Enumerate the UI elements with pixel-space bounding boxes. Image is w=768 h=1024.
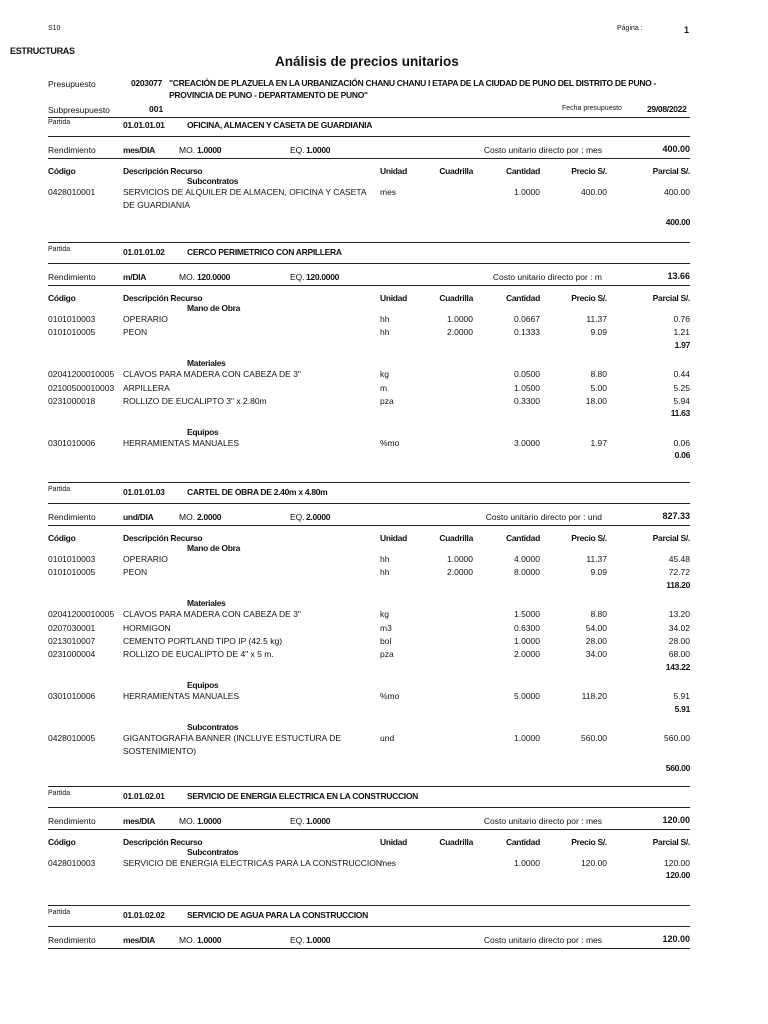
column-header-unidad: Unidad [380, 166, 408, 176]
resource-unit: pza [380, 649, 394, 660]
rendimiento-label: Rendimiento [48, 272, 96, 282]
resource-parcial: 5.25 [673, 382, 690, 393]
mo-value: 1.0000 [197, 816, 222, 826]
resource-description: PEON [123, 327, 148, 338]
resource-unit: hh [380, 327, 390, 338]
subpresupuesto-code: 001 [149, 104, 164, 114]
resource-code: 0101010003 [48, 314, 96, 324]
eq-value: 1.0000 [306, 935, 331, 945]
resource-parcial: 0.76 [673, 314, 690, 324]
resource-parcial: 400.00 [664, 187, 690, 197]
mo-label: MO. [179, 512, 196, 522]
partida-name: SERVICIO DE ENERGIA ELECTRICA EN LA CONSTRUCCION [187, 791, 419, 801]
resource-group-total: 120.00 [665, 870, 690, 881]
column-header-precio: Precio S/. [571, 166, 607, 176]
column-header-cuadrilla: Cuadrilla [439, 166, 473, 176]
section-title: ESTRUCTURAS [10, 46, 75, 56]
eq-label: EQ. [290, 816, 305, 826]
resource-unit: pza [380, 396, 394, 406]
resource-cantidad: 1.0000 [514, 733, 540, 743]
resource-code: 0207030001 [48, 622, 96, 633]
resource-unit: hh [380, 554, 390, 564]
resource-code: 02100500010003 [48, 382, 115, 393]
resource-parcial: 1.21 [673, 327, 690, 338]
resource-parcial: 5.91 [673, 691, 690, 702]
resource-cantidad: 1.0000 [514, 858, 540, 868]
resource-parcial: 34.02 [668, 622, 690, 633]
resource-parcial: 120.00 [664, 858, 690, 868]
resource-precio: 18.00 [585, 396, 607, 406]
resource-precio: 11.37 [586, 554, 607, 564]
resource-description: SERVICIOS DE ALQUILER DE ALMACEN, OFICINA Y CASETA [123, 187, 367, 197]
fecha-label: Fecha presupuesto [562, 105, 622, 112]
partida-name-rule [48, 926, 690, 927]
rendimiento-label: Rendimiento [48, 816, 96, 826]
presupuesto-label: Presupuesto [48, 79, 96, 89]
partida-name: CERCO PERIMETRICO CON ARPILLERA [187, 247, 342, 257]
rendimiento-label: Rendimiento [48, 512, 96, 522]
resource-group-total: 1.97 [674, 339, 690, 350]
column-header-parcial: Parcial S/. [652, 166, 690, 176]
presupuesto-code: 0203077 [131, 78, 162, 88]
costo-unitario-label: Costo unitario directo por : mes [483, 935, 602, 945]
resource-cantidad: 0.0667 [514, 314, 540, 324]
column-header-parcial: Parcial S/. [652, 293, 690, 303]
resource-description: OPERARIO [123, 314, 168, 324]
resource-cuadrilla: 2.0000 [447, 567, 473, 578]
eq-value: 2.0000 [306, 512, 331, 522]
fecha-presupuesto: 29/08/2022 [647, 104, 687, 114]
partida-name-rule [48, 136, 690, 137]
resource-unit: kg [380, 369, 389, 380]
partida-separator [48, 242, 690, 243]
column-header-descripcion: Descripción Recurso [123, 837, 203, 847]
resource-group-total: 400.00 [665, 216, 690, 227]
column-header-cantidad: Cantidad [506, 166, 540, 176]
column-header-cuadrilla: Cuadrilla [439, 293, 473, 303]
resource-cuadrilla: 1.0000 [447, 554, 473, 564]
resource-group-total: 560.00 [665, 762, 690, 773]
rendimiento-unit: m/DIA [123, 272, 147, 282]
resource-parcial: 5.94 [673, 396, 690, 406]
partida-name: CARTEL DE OBRA DE 2.40m x 4.80m [187, 487, 328, 497]
resource-precio: 54.00 [585, 622, 607, 633]
page-number: 1 [684, 25, 690, 35]
column-header-cuadrilla: Cuadrilla [439, 533, 473, 543]
column-header-unidad: Unidad [380, 533, 408, 543]
column-header-precio: Precio S/. [571, 293, 607, 303]
resource-cantidad: 1.0500 [514, 382, 540, 393]
resource-precio: 28.00 [585, 636, 607, 646]
resource-precio: 560.00 [581, 733, 607, 743]
resource-cantidad: 0.3300 [514, 396, 540, 406]
resource-unit: kg [380, 609, 389, 620]
resource-cantidad: 0.1333 [514, 327, 540, 338]
mo-value: 120.0000 [197, 272, 231, 282]
resource-code: 0301010006 [48, 691, 96, 702]
resource-description-cont: SOSTENIMIENTO) [123, 746, 197, 757]
page-label: Página : [617, 25, 643, 32]
resource-precio: 118.20 [581, 691, 607, 702]
resource-description: GIGANTOGRAFIA BANNER (INCLUYE ESTUCTURA DE [123, 733, 342, 743]
resource-precio: 120.00 [581, 858, 607, 868]
resource-precio: 9.09 [590, 567, 607, 578]
rendimiento-rule [48, 829, 690, 830]
column-header-parcial: Parcial S/. [652, 837, 690, 847]
partida-separator [48, 482, 690, 483]
mo-value: 2.0000 [197, 512, 222, 522]
costo-unitario-label: Costo unitario directo por : und [485, 512, 602, 522]
resource-unit: hh [380, 314, 390, 324]
partida-code: 01.01.01.01 [123, 120, 165, 130]
resource-code: 0101010003 [48, 554, 96, 564]
column-header-cantidad: Cantidad [506, 293, 540, 303]
resource-group-title: Subcontratos [187, 722, 239, 732]
partida-label: Partida [48, 246, 71, 253]
page-title: Análisis de precios unitarios [275, 54, 459, 69]
resource-cantidad: 8.0000 [514, 567, 540, 578]
mo-label: MO. [179, 935, 196, 945]
resource-cantidad: 2.0000 [514, 649, 540, 660]
resource-group-total: 11.63 [670, 408, 690, 419]
column-header-parcial: Parcial S/. [652, 533, 690, 543]
resource-group-title: Mano de Obra [187, 303, 241, 313]
resource-cantidad: 1.5000 [514, 609, 540, 620]
presupuesto-description-line1: "CREACIÓN DE PLAZUELA EN LA URBANIZACIÓN CHANU CHANU I ETAPA DE LA CIUDAD DE PUNO DEL DISTRITO DE PUNO - [169, 78, 657, 88]
resource-unit: mes [380, 858, 397, 868]
rendimiento-rule [48, 948, 690, 949]
costo-unitario-value: 120.00 [662, 934, 690, 944]
eq-value: 120.0000 [306, 272, 340, 282]
partida-label: Partida [48, 486, 71, 493]
resource-unit: hh [380, 567, 390, 578]
resource-cantidad: 0.0500 [514, 369, 540, 380]
rendimiento-unit: mes/DIA [123, 935, 155, 945]
resource-group-title: Equipos [187, 680, 219, 691]
rendimiento-rule [48, 285, 690, 286]
column-header-descripcion: Descripción Recurso [123, 166, 203, 176]
resource-unit: %mo [380, 691, 400, 702]
resource-description: CLAVOS PARA MADERA CON CABEZA DE 3" [123, 369, 301, 380]
resource-group-total: 118.20 [666, 579, 690, 590]
partida-code: 01.01.02.02 [123, 910, 165, 920]
eq-label: EQ. [290, 272, 305, 282]
resource-description: ROLLIZO DE EUCALIPTO DE 4" x 5 m. [123, 649, 274, 660]
presupuesto-description-line2: PROVINCIA DE PUNO - DEPARTAMENTO DE PUNO" [169, 90, 368, 100]
resource-code: 0428010005 [48, 733, 96, 743]
resource-description: CEMENTO PORTLAND TIPO IP (42.5 kg) [123, 636, 283, 646]
eq-value: 1.0000 [306, 816, 331, 826]
resource-precio: 9.09 [590, 327, 607, 338]
eq-value: 1.0000 [306, 145, 331, 155]
column-header-codigo: Código [48, 166, 76, 176]
resource-group-title: Materiales [187, 358, 226, 369]
partida-label: Partida [48, 909, 71, 916]
resource-group-title: Materiales [187, 598, 226, 609]
column-header-precio: Precio S/. [571, 533, 607, 543]
resource-code: 0101010005 [48, 327, 96, 338]
resource-code: 0231000018 [48, 396, 96, 406]
resource-cuadrilla: 1.0000 [447, 314, 473, 324]
column-header-cuadrilla: Cuadrilla [439, 837, 473, 847]
resource-cantidad: 1.0000 [514, 636, 540, 646]
costo-unitario-value: 400.00 [662, 144, 690, 154]
costo-unitario-value: 13.66 [667, 271, 690, 281]
costo-unitario-value: 120.00 [662, 815, 690, 825]
column-header-codigo: Código [48, 837, 76, 847]
resource-precio: 11.37 [586, 314, 607, 324]
resource-unit: bol [380, 636, 392, 646]
costo-unitario-label: Costo unitario directo por : mes [483, 145, 602, 155]
resource-description: ROLLIZO DE EUCALIPTO 3" x 2.80m [123, 396, 267, 406]
resource-description-cont: DE GUARDIANIA [123, 200, 191, 211]
resource-precio: 400.00 [581, 187, 607, 197]
rendimiento-rule [48, 158, 690, 159]
resource-parcial: 28.00 [668, 636, 690, 646]
partida-name: SERVICIO DE AGUA PARA LA CONSTRUCCION [187, 910, 368, 920]
costo-unitario-label: Costo unitario directo por : mes [483, 816, 602, 826]
costo-unitario-label: Costo unitario directo por : m [492, 272, 602, 282]
resource-unit: mes [380, 187, 397, 197]
resource-description: PEON [123, 567, 148, 578]
resource-code: 0101010005 [48, 567, 96, 578]
resource-code: 0301010006 [48, 437, 96, 448]
system-code: S10 [48, 25, 61, 32]
eq-label: EQ. [290, 145, 305, 155]
resource-description: HERRAMIENTAS MANUALES [123, 437, 240, 448]
resource-description: OPERARIO [123, 554, 168, 564]
eq-label: EQ. [290, 512, 305, 522]
resource-precio: 34.00 [585, 649, 607, 660]
resource-parcial: 0.44 [673, 369, 690, 380]
rendimiento-rule [48, 525, 690, 526]
mo-label: MO. [179, 816, 196, 826]
resource-precio: 5.00 [590, 382, 607, 393]
resource-cantidad: 5.0000 [514, 691, 540, 702]
resource-description: CLAVOS PARA MADERA CON CABEZA DE 3" [123, 609, 301, 620]
resource-group-total: 0.06 [674, 450, 690, 461]
resource-code: 0428010001 [48, 187, 96, 197]
resource-code: 02041200010005 [48, 609, 115, 620]
mo-value: 1.0000 [197, 935, 222, 945]
rendimiento-unit: mes/DIA [123, 145, 155, 155]
resource-precio: 8.80 [590, 369, 607, 380]
resource-description: ARPILLERA [123, 382, 170, 393]
rendimiento-unit: mes/DIA [123, 816, 155, 826]
partida-label: Partida [48, 790, 71, 797]
resource-description: HORMIGON [123, 622, 171, 633]
resource-group-title: Subcontratos [187, 847, 239, 857]
rendimiento-label: Rendimiento [48, 935, 96, 945]
partida-code: 01.01.02.01 [123, 791, 165, 801]
eq-label: EQ. [290, 935, 305, 945]
subpresupuesto-label: Subpresupuesto [48, 105, 110, 115]
column-header-codigo: Código [48, 293, 76, 303]
resource-precio: 1.97 [590, 437, 607, 448]
partida-label: Partida [48, 119, 71, 126]
resource-parcial: 68.00 [668, 649, 690, 660]
column-header-precio: Precio S/. [571, 837, 607, 847]
rendimiento-unit: und/DIA [123, 512, 154, 522]
partida-name-rule [48, 503, 690, 504]
partida-code: 01.01.01.02 [123, 247, 165, 257]
partida-name-rule [48, 807, 690, 808]
column-header-unidad: Unidad [380, 837, 408, 847]
resource-parcial: 560.00 [664, 733, 690, 743]
mo-label: MO. [179, 272, 196, 282]
resource-description: SERVICIO DE ENERGIA ELECTRICAS PARA LA CONSTRUCCION [123, 858, 382, 868]
column-header-descripcion: Descripción Recurso [123, 533, 203, 543]
resource-group-title: Mano de Obra [187, 543, 241, 553]
partida-separator [48, 117, 690, 118]
column-header-cantidad: Cantidad [506, 837, 540, 847]
resource-parcial: 13.20 [668, 609, 690, 620]
resource-group-total: 5.91 [674, 703, 690, 714]
resource-code: 0231000004 [48, 649, 96, 660]
column-header-cantidad: Cantidad [506, 533, 540, 543]
resource-cantidad: 3.0000 [514, 437, 540, 448]
resource-unit: und [380, 733, 395, 743]
partida-separator [48, 905, 690, 906]
column-header-descripcion: Descripción Recurso [123, 293, 203, 303]
resource-code: 0213010007 [48, 636, 96, 646]
partida-separator [48, 786, 690, 787]
resource-group-title: Equipos [187, 426, 219, 437]
resource-code: 0428010003 [48, 858, 96, 868]
resource-cantidad: 1.0000 [514, 187, 540, 197]
resource-cantidad: 0.6300 [514, 622, 540, 633]
mo-label: MO. [179, 145, 196, 155]
resource-parcial: 72.72 [668, 567, 690, 578]
resource-unit: m [380, 382, 388, 393]
resource-unit: m3 [380, 622, 392, 633]
resource-parcial: 0.06 [673, 437, 690, 448]
mo-value: 1.0000 [197, 145, 222, 155]
partida-code: 01.01.01.03 [123, 487, 165, 497]
resource-cuadrilla: 2.0000 [447, 327, 473, 338]
resource-group-total: 143.22 [665, 661, 690, 672]
costo-unitario-value: 827.33 [662, 511, 690, 521]
column-header-unidad: Unidad [380, 293, 408, 303]
resource-group-title: Subcontratos [187, 176, 239, 186]
resource-code: 02041200010005 [48, 369, 115, 380]
rendimiento-label: Rendimiento [48, 145, 96, 155]
resource-description: HERRAMIENTAS MANUALES [123, 691, 240, 702]
resource-precio: 8.80 [590, 609, 607, 620]
resource-unit: %mo [380, 437, 400, 448]
resource-parcial: 45.48 [668, 554, 690, 564]
partida-name-rule [48, 263, 690, 264]
column-header-codigo: Código [48, 533, 76, 543]
partida-name: OFICINA, ALMACEN Y CASETA DE GUARDIANIA [187, 120, 373, 130]
resource-cantidad: 4.0000 [514, 554, 540, 564]
